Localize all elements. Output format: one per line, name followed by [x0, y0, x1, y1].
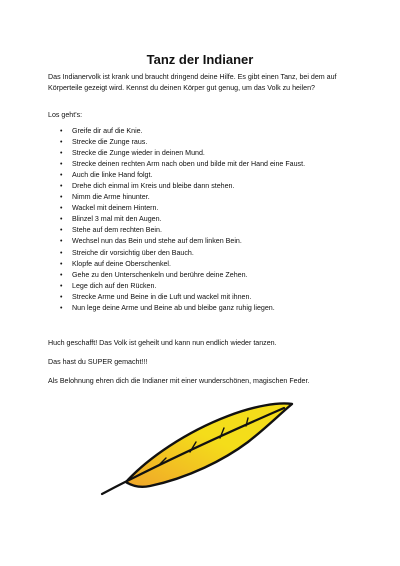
step-text: Greife dir auf die Knie. [72, 127, 143, 135]
list-item [48, 126, 368, 137]
list-item [48, 292, 368, 303]
step-text: Auch die linke Hand folgt. [72, 171, 153, 180]
outro-section [48, 338, 368, 395]
step-text: Klopfe auf deine Oberschenkel. [72, 259, 171, 268]
bullet-icon: • [60, 161, 63, 169]
list-item [48, 148, 368, 159]
list-item [48, 225, 368, 236]
list-item [48, 248, 368, 259]
bullet-icon: • [60, 183, 63, 191]
list-item [48, 203, 368, 214]
bullet-icon: • [60, 293, 63, 301]
bullet-icon: • [60, 128, 63, 135]
step-text: Nun lege deine Arme und Beine ab und bleibe ganz ruhig liegen. [72, 303, 275, 312]
step-text: Streiche dir vorsichtig über den Bauch. [72, 248, 194, 257]
list-item [48, 259, 368, 270]
bullet-icon: • [60, 227, 63, 235]
bullet-icon: • [60, 216, 63, 224]
list-item [48, 303, 368, 314]
bullet-icon: • [60, 260, 63, 268]
list-item [48, 281, 368, 292]
bullet-icon: • [60, 172, 63, 180]
bullet-icon: • [60, 150, 63, 158]
intro-paragraph: Das Indianervolk ist krank und braucht dringend deine Hilfe. Es gibt einen Tanz, bei dem auf Körperteile gezeigt wird. Kennst du deinen Körper gut genug, um das Volk zu heilen? [48, 73, 337, 92]
step-text: Wechsel nun das Bein und stehe auf dem linken Bein. [72, 237, 242, 246]
step-text: Stehe auf dem rechten Bein. [72, 226, 162, 235]
lets-go-label: Los geht's: [48, 111, 83, 119]
bullet-icon: • [60, 282, 63, 290]
step-text: Drehe dich einmal im Kreis und bleibe dann stehen. [72, 182, 235, 191]
list-item [48, 137, 368, 148]
list-item [48, 159, 368, 170]
feather-icon [96, 396, 304, 498]
bullet-icon: • [60, 238, 63, 246]
step-text: Strecke die Zunge raus. [72, 138, 148, 147]
praise-message: Das hast du SUPER gemacht!!! [48, 358, 148, 366]
list-item [48, 192, 368, 203]
page-title: Tanz der Indianer [146, 52, 254, 67]
reward-message: Als Belohnung ehren dich die Indianer mit einer wunderschönen, magischen Feder. [48, 377, 310, 385]
step-text: Nimm die Arme hinunter. [72, 193, 150, 202]
step-text: Strecke Arme und Beine in die Luft und wackel mit ihnen. [72, 292, 252, 301]
bullet-icon: • [60, 139, 63, 147]
bullet-icon: • [60, 304, 63, 312]
list-item [48, 214, 368, 225]
step-text: Lege dich auf den Rücken. [72, 281, 157, 290]
bullet-icon: • [60, 271, 63, 279]
list-item [48, 236, 368, 247]
list-item [48, 270, 368, 281]
bullet-icon: • [60, 194, 63, 202]
success-message: Huch geschafft! Das Volk ist geheilt und kann nun endlich wieder tanzen. [48, 339, 277, 347]
step-text: Wackel mit deinem Hintern. [72, 204, 159, 213]
step-text: Strecke deinen rechten Arm nach oben und bilde mit der Hand eine Faust. [72, 160, 306, 169]
bullet-icon: • [60, 249, 63, 257]
dance-steps-list [48, 126, 368, 314]
bullet-icon: • [60, 205, 63, 213]
list-item [48, 170, 368, 181]
step-text: Gehe zu den Unterschenkeln und berühre deine Zehen. [72, 270, 248, 279]
step-text: Strecke die Zunge wieder in deinen Mund. [72, 149, 205, 158]
step-text: Blinzel 3 mal mit den Augen. [72, 215, 162, 224]
list-item [48, 181, 368, 192]
